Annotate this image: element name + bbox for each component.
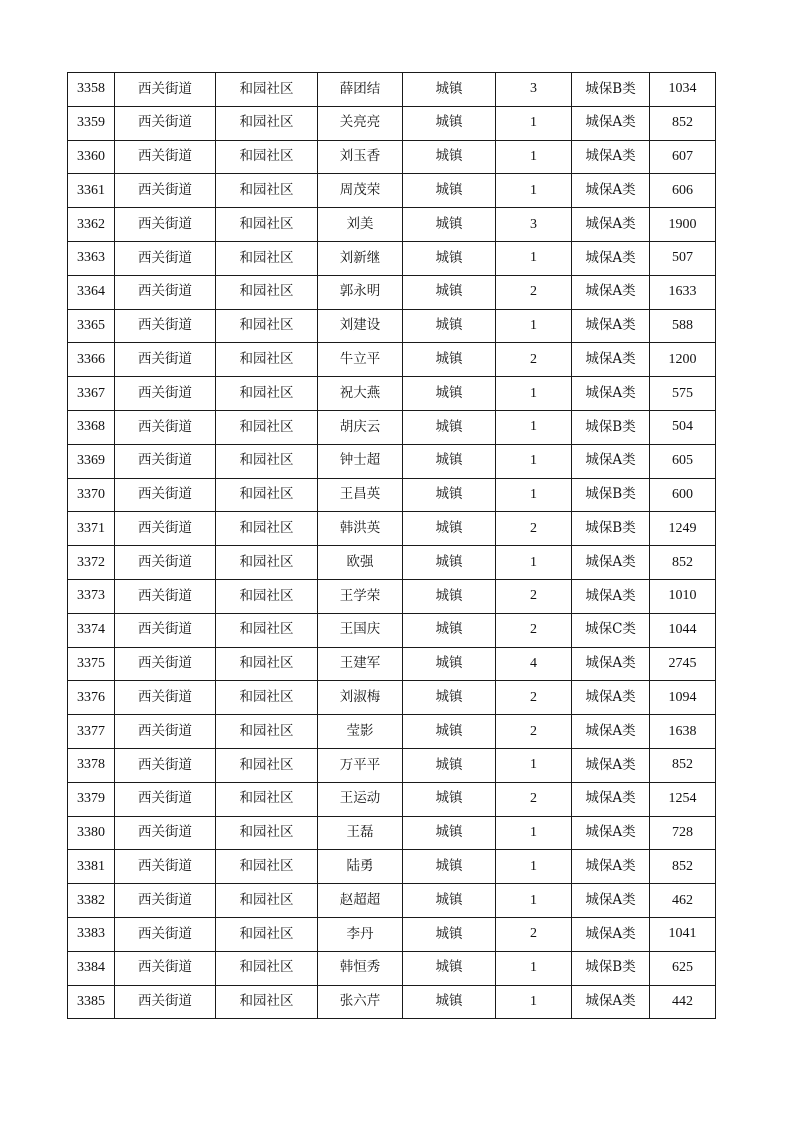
name-cell: 周茂荣	[318, 174, 403, 208]
records-table	[67, 72, 716, 1019]
family-size-cell: 1	[496, 546, 572, 580]
community-cell: 和园社区	[216, 73, 318, 107]
name-cell: 赵超超	[318, 884, 403, 918]
table-row	[68, 241, 716, 275]
amount-cell: 2745	[650, 647, 716, 681]
community-cell: 和园社区	[216, 444, 318, 478]
category-cell: 城保A类	[572, 715, 650, 749]
table-row	[68, 343, 716, 377]
community-cell: 和园社区	[216, 343, 318, 377]
community-cell: 和园社区	[216, 681, 318, 715]
family-size-cell: 1	[496, 410, 572, 444]
category-cell: 城保A类	[572, 681, 650, 715]
household-type-cell: 城镇	[403, 613, 496, 647]
amount-cell: 507	[650, 241, 716, 275]
household-type-cell: 城镇	[403, 884, 496, 918]
community-cell: 和园社区	[216, 884, 318, 918]
amount-cell: 1041	[650, 917, 716, 951]
category-cell: 城保A类	[572, 546, 650, 580]
amount-cell: 1638	[650, 715, 716, 749]
name-cell: 欧强	[318, 546, 403, 580]
household-type-cell: 城镇	[403, 410, 496, 444]
serial-number-cell: 3362	[68, 208, 115, 242]
amount-cell: 1900	[650, 208, 716, 242]
table-row	[68, 917, 716, 951]
family-size-cell: 2	[496, 715, 572, 749]
table-row	[68, 73, 716, 107]
name-cell: 莹影	[318, 715, 403, 749]
subdistrict-cell: 西关街道	[115, 613, 216, 647]
amount-cell: 1010	[650, 579, 716, 613]
community-cell: 和园社区	[216, 917, 318, 951]
name-cell: 王运动	[318, 782, 403, 816]
amount-cell: 1249	[650, 512, 716, 546]
name-cell: 胡庆云	[318, 410, 403, 444]
household-type-cell: 城镇	[403, 478, 496, 512]
table-row	[68, 951, 716, 985]
household-type-cell: 城镇	[403, 917, 496, 951]
family-size-cell: 2	[496, 681, 572, 715]
serial-number-cell: 3369	[68, 444, 115, 478]
community-cell: 和园社区	[216, 140, 318, 174]
table-row	[68, 546, 716, 580]
table-row	[68, 613, 716, 647]
amount-cell: 606	[650, 174, 716, 208]
table-row	[68, 715, 716, 749]
table-row	[68, 410, 716, 444]
family-size-cell: 1	[496, 106, 572, 140]
subdistrict-cell: 西关街道	[115, 884, 216, 918]
amount-cell: 852	[650, 850, 716, 884]
amount-cell: 462	[650, 884, 716, 918]
subdistrict-cell: 西关街道	[115, 647, 216, 681]
category-cell: 城保C类	[572, 613, 650, 647]
subdistrict-cell: 西关街道	[115, 174, 216, 208]
subdistrict-cell: 西关街道	[115, 816, 216, 850]
table-row	[68, 275, 716, 309]
table-row	[68, 579, 716, 613]
family-size-cell: 1	[496, 478, 572, 512]
table-row	[68, 816, 716, 850]
name-cell: 刘建设	[318, 309, 403, 343]
family-size-cell: 1	[496, 174, 572, 208]
community-cell: 和园社区	[216, 715, 318, 749]
subdistrict-cell: 西关街道	[115, 343, 216, 377]
household-type-cell: 城镇	[403, 647, 496, 681]
table-row	[68, 174, 716, 208]
table-row	[68, 377, 716, 411]
serial-number-cell: 3366	[68, 343, 115, 377]
household-type-cell: 城镇	[403, 782, 496, 816]
subdistrict-cell: 西关街道	[115, 917, 216, 951]
category-cell: 城保A类	[572, 140, 650, 174]
family-size-cell: 1	[496, 748, 572, 782]
serial-number-cell: 3379	[68, 782, 115, 816]
amount-cell: 605	[650, 444, 716, 478]
family-size-cell: 3	[496, 208, 572, 242]
category-cell: 城保A类	[572, 275, 650, 309]
family-size-cell: 1	[496, 816, 572, 850]
name-cell: 韩洪英	[318, 512, 403, 546]
family-size-cell: 1	[496, 951, 572, 985]
subdistrict-cell: 西关街道	[115, 681, 216, 715]
category-cell: 城保A类	[572, 208, 650, 242]
serial-number-cell: 3382	[68, 884, 115, 918]
amount-cell: 1633	[650, 275, 716, 309]
serial-number-cell: 3367	[68, 377, 115, 411]
category-cell: 城保A类	[572, 748, 650, 782]
community-cell: 和园社区	[216, 579, 318, 613]
family-size-cell: 2	[496, 579, 572, 613]
category-cell: 城保A类	[572, 241, 650, 275]
serial-number-cell: 3363	[68, 241, 115, 275]
family-size-cell: 1	[496, 444, 572, 478]
community-cell: 和园社区	[216, 782, 318, 816]
table-row	[68, 140, 716, 174]
serial-number-cell: 3361	[68, 174, 115, 208]
category-cell: 城保A类	[572, 174, 650, 208]
category-cell: 城保A类	[572, 850, 650, 884]
serial-number-cell: 3383	[68, 917, 115, 951]
subdistrict-cell: 西关街道	[115, 410, 216, 444]
household-type-cell: 城镇	[403, 715, 496, 749]
amount-cell: 852	[650, 106, 716, 140]
name-cell: 王国庆	[318, 613, 403, 647]
table-row	[68, 478, 716, 512]
community-cell: 和园社区	[216, 478, 318, 512]
category-cell: 城保A类	[572, 917, 650, 951]
family-size-cell: 1	[496, 850, 572, 884]
name-cell: 韩恒秀	[318, 951, 403, 985]
household-type-cell: 城镇	[403, 985, 496, 1019]
household-type-cell: 城镇	[403, 106, 496, 140]
subdistrict-cell: 西关街道	[115, 512, 216, 546]
name-cell: 王磊	[318, 816, 403, 850]
name-cell: 牛立平	[318, 343, 403, 377]
category-cell: 城保A类	[572, 579, 650, 613]
name-cell: 王昌英	[318, 478, 403, 512]
table-row	[68, 106, 716, 140]
table-row	[68, 850, 716, 884]
name-cell: 刘美	[318, 208, 403, 242]
serial-number-cell: 3360	[68, 140, 115, 174]
name-cell: 万平平	[318, 748, 403, 782]
community-cell: 和园社区	[216, 174, 318, 208]
family-size-cell: 1	[496, 241, 572, 275]
table-row	[68, 681, 716, 715]
household-type-cell: 城镇	[403, 309, 496, 343]
category-cell: 城保A类	[572, 444, 650, 478]
category-cell: 城保A类	[572, 309, 650, 343]
category-cell: 城保A类	[572, 782, 650, 816]
table-row	[68, 309, 716, 343]
household-type-cell: 城镇	[403, 343, 496, 377]
community-cell: 和园社区	[216, 816, 318, 850]
household-type-cell: 城镇	[403, 377, 496, 411]
serial-number-cell: 3373	[68, 579, 115, 613]
community-cell: 和园社区	[216, 512, 318, 546]
name-cell: 祝大燕	[318, 377, 403, 411]
community-cell: 和园社区	[216, 951, 318, 985]
serial-number-cell: 3385	[68, 985, 115, 1019]
amount-cell: 1254	[650, 782, 716, 816]
amount-cell: 1034	[650, 73, 716, 107]
subdistrict-cell: 西关街道	[115, 748, 216, 782]
name-cell: 刘玉香	[318, 140, 403, 174]
household-type-cell: 城镇	[403, 579, 496, 613]
household-type-cell: 城镇	[403, 73, 496, 107]
amount-cell: 625	[650, 951, 716, 985]
amount-cell: 607	[650, 140, 716, 174]
subdistrict-cell: 西关街道	[115, 478, 216, 512]
community-cell: 和园社区	[216, 546, 318, 580]
family-size-cell: 1	[496, 985, 572, 1019]
community-cell: 和园社区	[216, 748, 318, 782]
serial-number-cell: 3378	[68, 748, 115, 782]
community-cell: 和园社区	[216, 985, 318, 1019]
name-cell: 刘新继	[318, 241, 403, 275]
family-size-cell: 1	[496, 884, 572, 918]
serial-number-cell: 3370	[68, 478, 115, 512]
serial-number-cell: 3372	[68, 546, 115, 580]
family-size-cell: 2	[496, 613, 572, 647]
serial-number-cell: 3384	[68, 951, 115, 985]
amount-cell: 728	[650, 816, 716, 850]
family-size-cell: 1	[496, 377, 572, 411]
category-cell: 城保B类	[572, 951, 650, 985]
community-cell: 和园社区	[216, 410, 318, 444]
name-cell: 张六芹	[318, 985, 403, 1019]
household-type-cell: 城镇	[403, 951, 496, 985]
name-cell: 刘淑梅	[318, 681, 403, 715]
family-size-cell: 2	[496, 917, 572, 951]
table-row	[68, 748, 716, 782]
household-type-cell: 城镇	[403, 748, 496, 782]
category-cell: 城保A类	[572, 343, 650, 377]
household-type-cell: 城镇	[403, 444, 496, 478]
subdistrict-cell: 西关街道	[115, 241, 216, 275]
name-cell: 薛团结	[318, 73, 403, 107]
subdistrict-cell: 西关街道	[115, 546, 216, 580]
name-cell: 王建军	[318, 647, 403, 681]
subdistrict-cell: 西关街道	[115, 985, 216, 1019]
community-cell: 和园社区	[216, 208, 318, 242]
serial-number-cell: 3358	[68, 73, 115, 107]
serial-number-cell: 3364	[68, 275, 115, 309]
name-cell: 李丹	[318, 917, 403, 951]
table-row	[68, 647, 716, 681]
family-size-cell: 2	[496, 275, 572, 309]
community-cell: 和园社区	[216, 275, 318, 309]
category-cell: 城保B类	[572, 478, 650, 512]
community-cell: 和园社区	[216, 377, 318, 411]
name-cell: 陆勇	[318, 850, 403, 884]
community-cell: 和园社区	[216, 309, 318, 343]
subdistrict-cell: 西关街道	[115, 106, 216, 140]
amount-cell: 1094	[650, 681, 716, 715]
amount-cell: 575	[650, 377, 716, 411]
serial-number-cell: 3376	[68, 681, 115, 715]
family-size-cell: 1	[496, 140, 572, 174]
community-cell: 和园社区	[216, 613, 318, 647]
subdistrict-cell: 西关街道	[115, 850, 216, 884]
household-type-cell: 城镇	[403, 681, 496, 715]
category-cell: 城保B类	[572, 410, 650, 444]
serial-number-cell: 3371	[68, 512, 115, 546]
household-type-cell: 城镇	[403, 816, 496, 850]
subdistrict-cell: 西关街道	[115, 377, 216, 411]
subdistrict-cell: 西关街道	[115, 309, 216, 343]
name-cell: 郭永明	[318, 275, 403, 309]
category-cell: 城保A类	[572, 106, 650, 140]
table-row	[68, 444, 716, 478]
serial-number-cell: 3359	[68, 106, 115, 140]
subdistrict-cell: 西关街道	[115, 782, 216, 816]
serial-number-cell: 3375	[68, 647, 115, 681]
serial-number-cell: 3368	[68, 410, 115, 444]
household-type-cell: 城镇	[403, 850, 496, 884]
serial-number-cell: 3374	[68, 613, 115, 647]
amount-cell: 442	[650, 985, 716, 1019]
category-cell: 城保A类	[572, 884, 650, 918]
community-cell: 和园社区	[216, 850, 318, 884]
category-cell: 城保A类	[572, 985, 650, 1019]
table-row	[68, 512, 716, 546]
name-cell: 钟士超	[318, 444, 403, 478]
household-type-cell: 城镇	[403, 241, 496, 275]
subdistrict-cell: 西关街道	[115, 951, 216, 985]
serial-number-cell: 3377	[68, 715, 115, 749]
subdistrict-cell: 西关街道	[115, 208, 216, 242]
community-cell: 和园社区	[216, 106, 318, 140]
subdistrict-cell: 西关街道	[115, 444, 216, 478]
community-cell: 和园社区	[216, 647, 318, 681]
household-type-cell: 城镇	[403, 546, 496, 580]
household-type-cell: 城镇	[403, 512, 496, 546]
subdistrict-cell: 西关街道	[115, 579, 216, 613]
table-row	[68, 208, 716, 242]
category-cell: 城保B类	[572, 512, 650, 546]
table-body	[68, 73, 716, 1019]
subdistrict-cell: 西关街道	[115, 275, 216, 309]
category-cell: 城保A类	[572, 647, 650, 681]
serial-number-cell: 3381	[68, 850, 115, 884]
family-size-cell: 3	[496, 73, 572, 107]
subdistrict-cell: 西关街道	[115, 715, 216, 749]
amount-cell: 1044	[650, 613, 716, 647]
family-size-cell: 2	[496, 512, 572, 546]
category-cell: 城保B类	[572, 73, 650, 107]
subdistrict-cell: 西关街道	[115, 140, 216, 174]
family-size-cell: 4	[496, 647, 572, 681]
name-cell: 王学荣	[318, 579, 403, 613]
category-cell: 城保A类	[572, 816, 650, 850]
amount-cell: 1200	[650, 343, 716, 377]
amount-cell: 852	[650, 748, 716, 782]
household-type-cell: 城镇	[403, 208, 496, 242]
table-row	[68, 782, 716, 816]
family-size-cell: 2	[496, 782, 572, 816]
community-cell: 和园社区	[216, 241, 318, 275]
name-cell: 关亮亮	[318, 106, 403, 140]
table-row	[68, 884, 716, 918]
subdistrict-cell: 西关街道	[115, 73, 216, 107]
category-cell: 城保A类	[572, 377, 650, 411]
serial-number-cell: 3365	[68, 309, 115, 343]
serial-number-cell: 3380	[68, 816, 115, 850]
amount-cell: 600	[650, 478, 716, 512]
household-type-cell: 城镇	[403, 174, 496, 208]
family-size-cell: 2	[496, 343, 572, 377]
household-type-cell: 城镇	[403, 140, 496, 174]
amount-cell: 504	[650, 410, 716, 444]
amount-cell: 588	[650, 309, 716, 343]
amount-cell: 852	[650, 546, 716, 580]
table-row	[68, 985, 716, 1019]
family-size-cell: 1	[496, 309, 572, 343]
household-type-cell: 城镇	[403, 275, 496, 309]
